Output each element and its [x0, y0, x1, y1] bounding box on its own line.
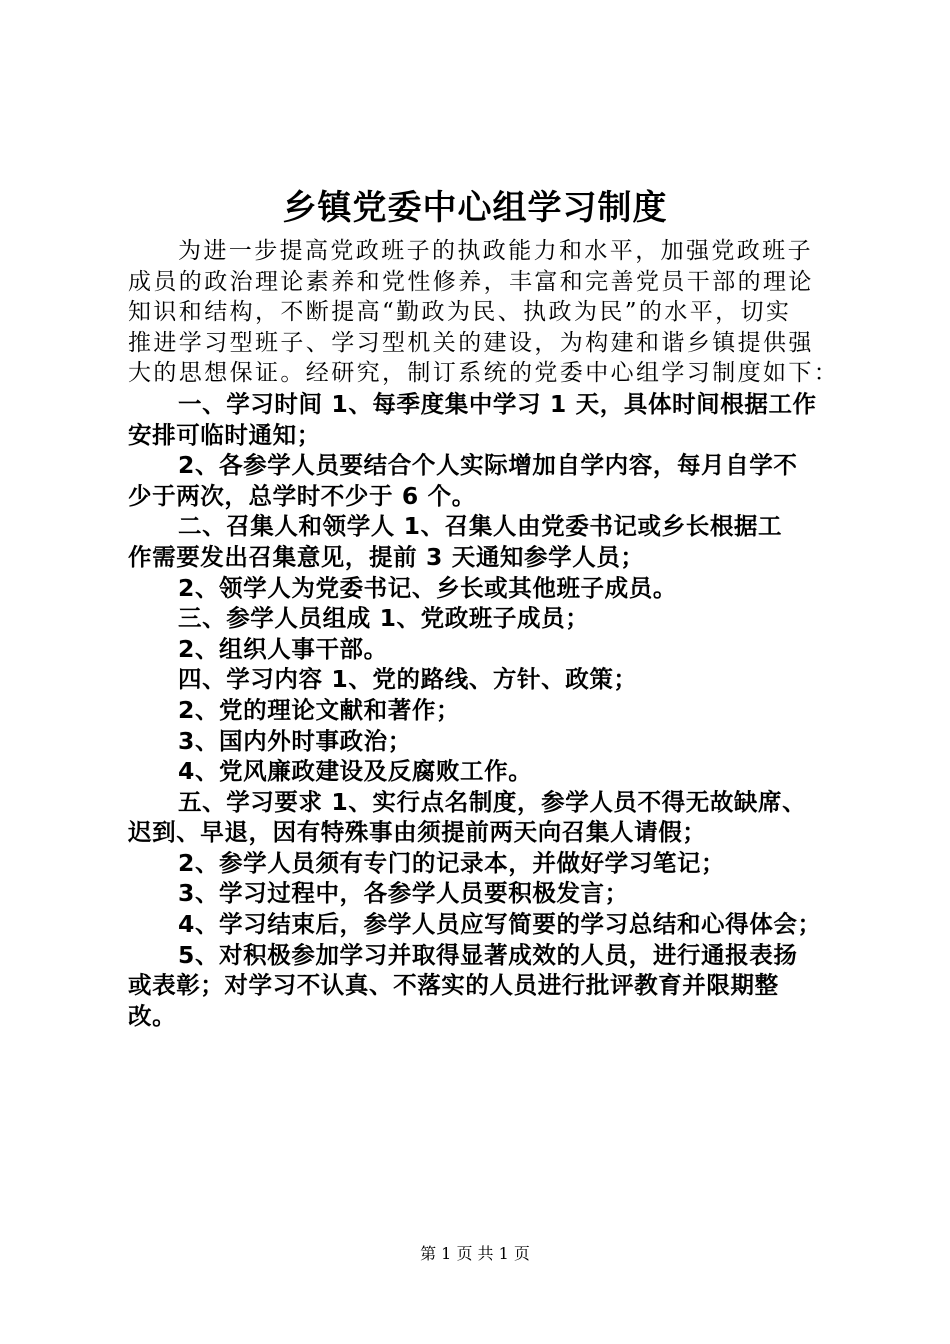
body-line: 安排可临时通知； — [128, 420, 321, 449]
body-line: 成员的政治理论素养和党性修养，丰富和完善党员干部的理论 — [128, 268, 814, 295]
page-footer: 第 1 页 共 1 页 — [420, 1244, 530, 1263]
body-line: 2、领学人为党委书记、乡长或其他班子成员。 — [178, 573, 677, 602]
body-line: 迟到、早退，因有特殊事由须提前两天向召集人请假； — [128, 818, 707, 847]
body-line: 或表彰；对学习不认真、不落实的人员进行批评教育并限期整 — [128, 971, 779, 1000]
body-line: 少于两次，总学时不少于 6 个。 — [128, 481, 476, 510]
body-line: 3、国内外时事政治； — [178, 726, 412, 755]
body-line: 3、学习过程中，各参学人员要积极发言； — [178, 879, 629, 908]
body-line: 大的思想保证。经研究，制订系统的党委中心组学习制度如下： — [128, 360, 840, 387]
body-line: 四、学习内容 1、党的路线、方针、政策； — [178, 665, 638, 694]
body-line: 5、对积极参加学习并取得显著成效的人员，进行通报表扬 — [178, 940, 798, 969]
body-line: 为进一步提高党政班子的执政能力和水平，加强党政班子 — [178, 238, 813, 264]
body-line: 2、参学人员须有专门的记录本，并做好学习笔记； — [178, 848, 726, 877]
body-line: 三、参学人员组成 1、党政班子成员； — [178, 604, 590, 633]
body-line: 二、召集人和领学人 1、召集人由党委书记或乡长根据工 — [178, 512, 783, 541]
body-line: 4、党风廉政建设及反腐败工作。 — [178, 757, 533, 786]
body-line: 知识和结构，不断提高“勤政为民、执政为民”的水平，切实 — [128, 299, 792, 326]
body-line: 2、各参学人员要结合个人实际增加自学内容，每月自学不 — [178, 451, 798, 480]
body-line: 推进学习型班子、学习型机关的建设，为构建和谐乡镇提供强 — [128, 329, 814, 356]
body-line: 2、党的理论文献和著作； — [178, 695, 461, 724]
body-line: 2、组织人事干部。 — [178, 634, 388, 663]
document-body — [128, 236, 840, 1031]
body-line: 改。 — [128, 1001, 177, 1030]
body-line: 一、学习时间 1、每季度集中学习 1 天，具体时间根据工作 — [178, 389, 817, 418]
body-line: 4、学习结束后，参学人员应写简要的学习总结和心得体会； — [178, 910, 822, 939]
document-title: 乡镇党委中心组学习制度 — [282, 188, 668, 228]
body-line: 作需要发出召集意见，提前 3 天通知参学人员； — [128, 542, 645, 571]
body-line: 五、学习要求 1、实行点名制度，参学人员不得无故缺席、 — [178, 787, 807, 816]
